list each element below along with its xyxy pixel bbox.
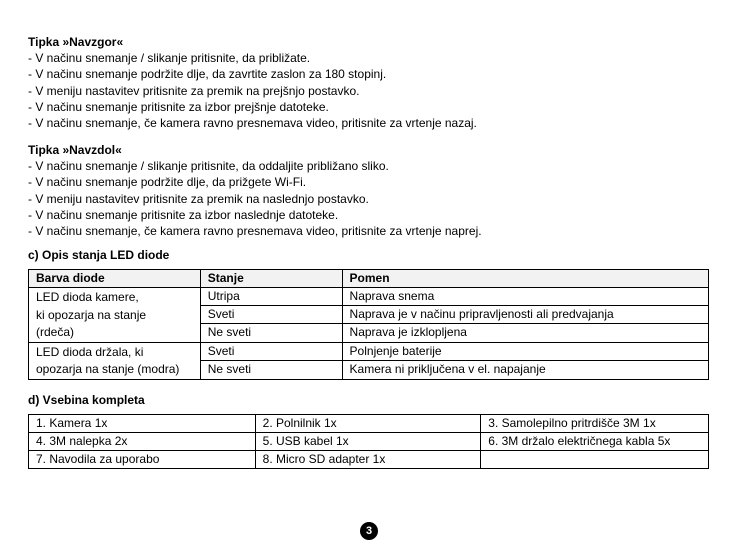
header-color: Barva diode [29, 270, 201, 288]
nav-up-section [28, 34, 477, 131]
table-row [29, 433, 709, 451]
camera-led-cell: LED dioda kamere, ki opozarja na stanje (rdeča) [29, 288, 201, 343]
kit-item: 1. Kamera 1x [29, 415, 256, 433]
nav-up-line: - V načinu snemanje pritisnite za izbor prejšnje datoteke. [28, 99, 329, 114]
nav-down-title: Tipka »Navzdol« [28, 143, 122, 157]
header-state: Stanje [200, 270, 342, 288]
table-row [29, 288, 709, 306]
kit-item: 8. Micro SD adapter 1x [255, 451, 481, 469]
kit-item: 4. 3M nalepka 2x [29, 433, 256, 451]
meaning-cell: Naprava je izklopljena [342, 324, 708, 342]
nav-down-line: - V načinu snemanje podržite dlje, da prižgete Wi-Fi. [28, 175, 307, 190]
nav-down-line: - V načinu snemanje / slikanje pritisnite, da oddaljite približano sliko. [28, 159, 389, 174]
meaning-cell: Naprava snema [342, 288, 708, 306]
kit-section-title: d) Vsebina kompleta [28, 393, 145, 407]
table-header-row [29, 270, 709, 288]
nav-up-line: - V načinu snemanje, če kamera ravno presnemava video, pritisnite za vrtenje nazaj. [28, 116, 477, 131]
state-cell: Sveti [200, 306, 342, 324]
led-status-table [28, 269, 709, 380]
meaning-cell: Polnjenje baterije [342, 342, 708, 361]
nav-up-title: Tipka »Navzgor« [28, 35, 124, 49]
table-row [29, 415, 709, 433]
led-section-title: c) Opis stanja LED diode [28, 248, 170, 262]
nav-down-line: - V načinu snemanje pritisnite za izbor naslednje datoteke. [28, 207, 339, 222]
table-row [29, 342, 709, 361]
kit-contents-table [28, 414, 709, 469]
header-meaning: Pomen [342, 270, 708, 288]
kit-item: 2. Polnilnik 1x [255, 415, 481, 433]
state-cell: Ne sveti [200, 324, 342, 342]
table-row [29, 451, 709, 469]
nav-up-line: - V načinu snemanje / slikanje pritisnite, da približate. [28, 51, 311, 66]
state-cell: Utripa [200, 288, 342, 306]
nav-down-line: - V meniju nastavitev pritisnite za premik na naslednjo postavko. [28, 191, 369, 206]
nav-down-line: - V načinu snemanje, če kamera ravno presnemava video, pritisnite za vrtenje naprej. [28, 224, 482, 239]
nav-up-line: - V meniju nastavitev pritisnite za premik na prejšnjo postavko. [28, 83, 360, 98]
kit-item [481, 451, 709, 469]
page-number-badge: 3 [360, 522, 378, 540]
kit-item: 6. 3M držalo električnega kabla 5x [481, 433, 709, 451]
meaning-cell: Kamera ni priključena v el. napajanje [342, 361, 708, 380]
holder-led-cell: LED dioda držala, ki opozarja na stanje (modra) [29, 342, 201, 379]
nav-up-line: - V načinu snemanje podržite dlje, da zavrtite zaslon za 180 stopinj. [28, 67, 387, 82]
kit-item: 3. Samolepilno pritrdišče 3M 1x [481, 415, 709, 433]
state-cell: Sveti [200, 342, 342, 361]
nav-down-section [28, 142, 482, 239]
kit-item: 7. Navodila za uporabo [29, 451, 256, 469]
meaning-cell: Naprava je v načinu pripravljenosti ali predvajanja [342, 306, 708, 324]
kit-item: 5. USB kabel 1x [255, 433, 481, 451]
state-cell: Ne sveti [200, 361, 342, 380]
